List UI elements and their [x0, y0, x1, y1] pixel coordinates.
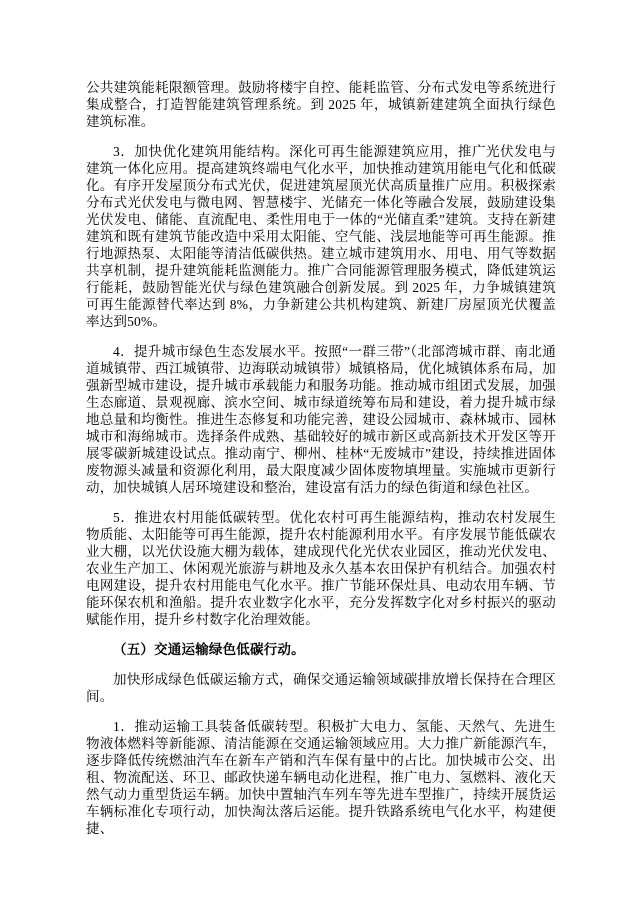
paragraph-transport-intro: 加快形成绿色低碳运输方式，确保交通运输领域碳排放增长保持在合理区间。: [86, 672, 556, 704]
paragraph-1-transport-equipment-transition: 1．推动运输工具装备低碳转型。积极扩大电力、氢能、天然气、先进生物液体燃料等新能源、清洁能源在交通运输领域应用。大力推广新能源汽车，逐步降低传统燃油汽车在新车产销和汽车保有量中的占比。加快城市公交、出租、物流配送、环卫、邮政快递车辆电动化进程，推广电力、氢燃料、液化天然气动力重型货运车辆。加快中置轴汽车列车等先进车型推广，持续开展货运车辆标准化专项行动，加快淘汰落后运能。提升铁路系统电气化水平，构建便捷、: [86, 719, 556, 836]
paragraph-5-rural-energy-transition: 5．推进农村用能低碳转型。优化农村可再生能源结构，推动农村发展生物质能、太阳能等可再生能源，提升农村能源利用水平。有序发展节能低碳农业大棚，以光伏设施大棚为载体，建成现代化光伏农业园区，推动光伏发电、农业生产加工、休闲观光旅游与耕地及永久基本农田保护有机结合。加强农村电网建设，提升农村用能电气化水平。推广节能环保灶具、电动农用车辆、节能环保农机和渔船。提升农业数字化水平，充分发挥数字化对乡村振兴的驱动赋能作用，提升乡村数字化治理效能。: [86, 510, 556, 627]
paragraph-4-urban-green-ecology: 4．提升城市绿色生态发展水平。按照“一群三带”（北部湾城市群、南北通道城镇带、西江城镇带、边海联动城镇带）城镇格局，优化城镇体系布局，加强新型城市建设，提升城市承载能力和服务功能。推动城市组团式发展，加强生态廊道、景观视廊、滨水空间、城市绿道统筹布局和建设，着力提升城市绿地总量和均衡性。推进生态修复和功能完善，建设公园城市、森林城市、园林城市和海绵城市。选择条件成熟、基础较好的城市新区或高新技术开发区等开展零碳新城建设试点。推动南宁、柳州、桂林“无废城市”建设，持续推进固体废物源头减量和资源化利用，最大限度减少固体废物填埋量。实施城市更新行动，加快城镇人居环境建设和整治，建设富有活力的绿色街道和绿色社区。: [86, 344, 556, 495]
document-body: [86, 79, 556, 837]
paragraph-3-building-energy-structure: 3．加快优化建筑用能结构。深化可再生能源建筑应用，推广光伏发电与建筑一体化应用。提高建筑终端电气化水平，加快推动建筑用能电气化和低碳化。有序开发屋顶分布式光伏，促进建筑屋顶光伏高质量推广应用。积极探索分布式光伏发电与微电网、智慧楼宇、光储充一体化等融合发展，鼓励建设集光伏发电、储能、直流配电、柔性用电于一体的“光储直柔”建筑。支持在新建建筑和既有建筑节能改造中采用太阳能、空气能、浅层地能等可再生能源。推行地源热泵、太阳能等清洁低碳供热。建立城市建筑用水、用电、用气等数据共享机制，提升建筑能耗监测能力。推广合同能源管理服务模式，降低建筑运行能耗，鼓励智能光伏与绿色建筑融合创新发展。到 2025 年，力争城镇建筑可再生能源替代率达到 8%，力争新建公共机构建筑、新建厂房屋顶光伏覆盖率达到50%。: [86, 144, 556, 329]
section-heading-transport-green-lowcarbon: （五）交通运输绿色低碳行动。: [113, 642, 305, 657]
paragraph-continuation-building-energy: 公共建筑能耗限额管理。鼓励将楼宇自控、能耗监管、分布式发电等系统进行集成整合，打造智能建筑管理系统。到 2025 年，城镇新建建筑全面执行绿色建筑标准。: [86, 80, 556, 129]
